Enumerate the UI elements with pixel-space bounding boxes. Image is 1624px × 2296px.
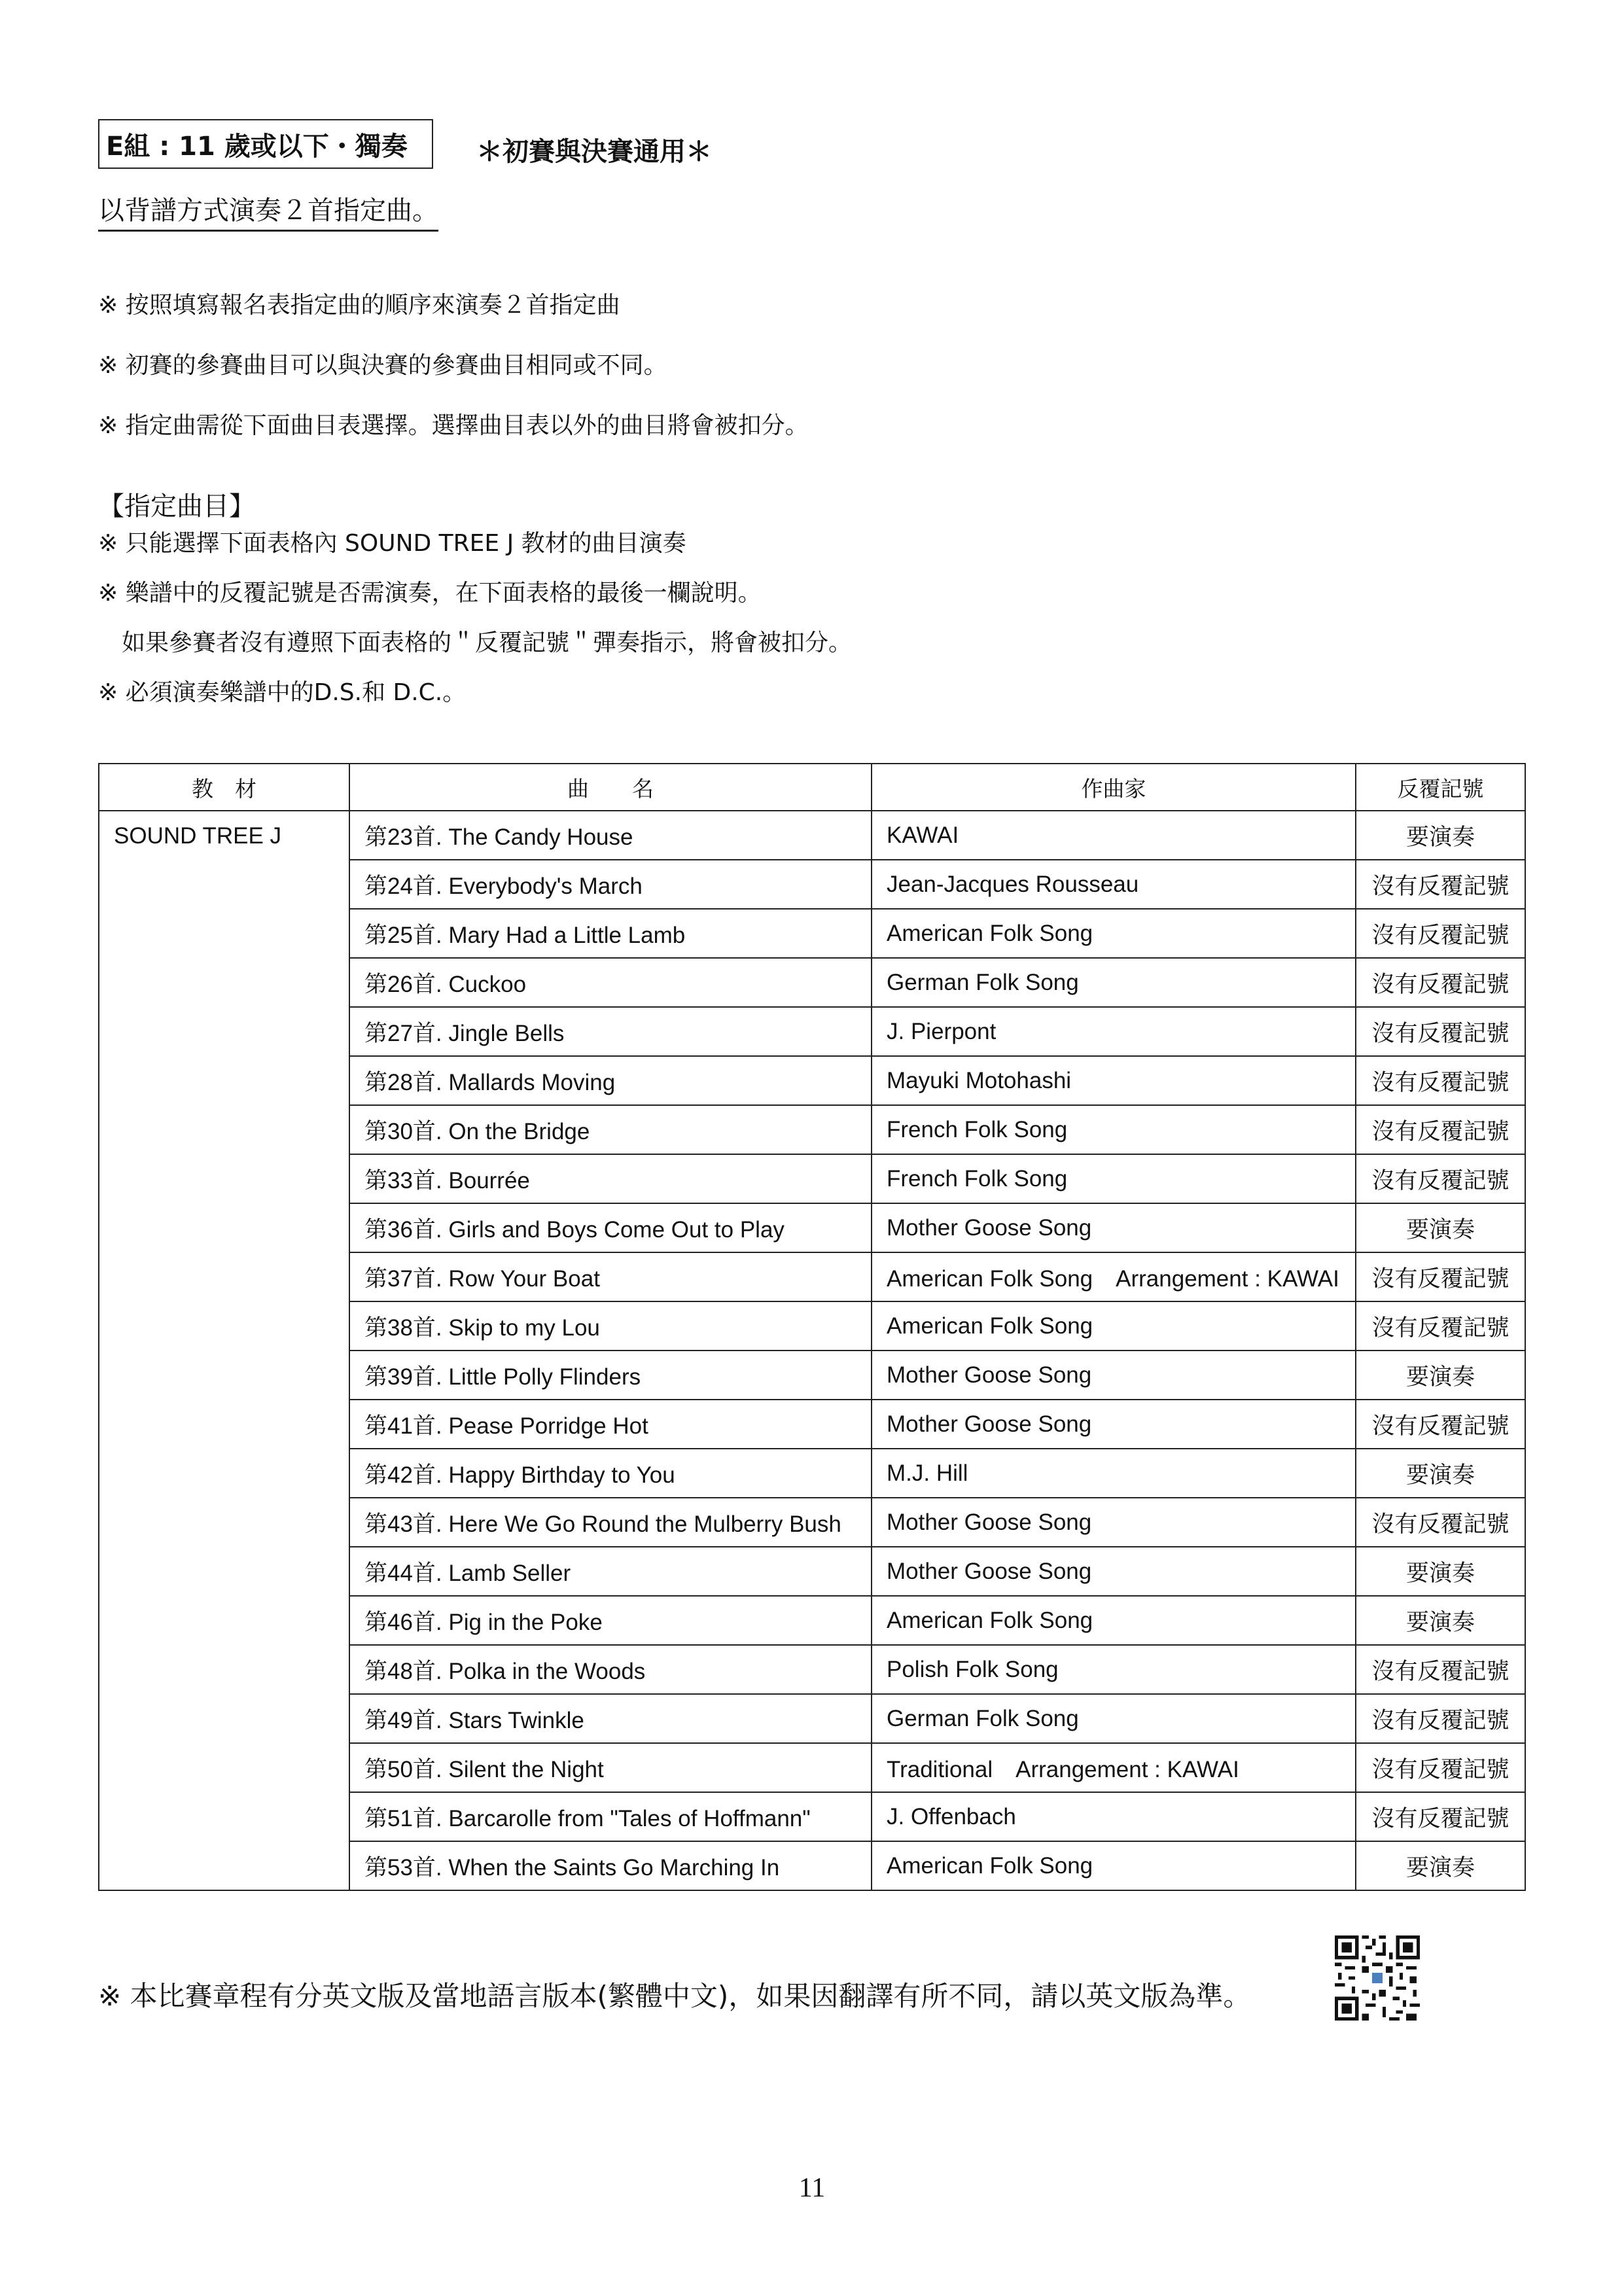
repeat-cell: 沒有反覆記號: [1356, 860, 1525, 909]
composer-cell: American Folk Song: [872, 1841, 1356, 1890]
pieces-table: [98, 763, 1526, 1891]
composer-cell: American Folk Song: [872, 909, 1356, 958]
table-header-row: [99, 764, 1525, 811]
title-cell: 第43首. Here We Go Round the Mulberry Bush: [349, 1498, 872, 1547]
title-cell: 第53首. When the Saints Go Marching In: [349, 1841, 872, 1890]
header-title: 曲 名: [349, 764, 872, 811]
title-cell: 第44首. Lamb Seller: [349, 1547, 872, 1596]
repeat-cell: 要演奏: [1356, 811, 1525, 860]
title-cell: 第36首. Girls and Boys Come Out to Play: [349, 1203, 872, 1252]
composer-cell: French Folk Song: [872, 1105, 1356, 1154]
title-cell: 第30首. On the Bridge: [349, 1105, 872, 1154]
designated-line-repeat: ※ 樂譜中的反覆記號是否需演奏，在下面表格的最後一欄說明。: [98, 580, 762, 607]
header-composer: 作曲家: [872, 764, 1356, 811]
composer-cell: French Folk Song: [872, 1154, 1356, 1203]
composer-cell: Mother Goose Song: [872, 1400, 1356, 1449]
note-same-or-different: ※ 初賽的參賽曲目可以與決賽的參賽曲目相同或不同。: [98, 352, 667, 379]
designated-title: 【指定曲目】: [98, 491, 255, 521]
title-cell: 第23首. The Candy House: [349, 811, 872, 860]
title-cell: 第46首. Pig in the Poke: [349, 1596, 872, 1645]
repeat-cell: 要演奏: [1356, 1596, 1525, 1645]
qr-code-icon: [1335, 1935, 1420, 2021]
repeat-cell: 沒有反覆記號: [1356, 1301, 1525, 1351]
title-cell: 第27首. Jingle Bells: [349, 1007, 872, 1056]
repeat-cell: 要演奏: [1356, 1203, 1525, 1252]
composer-cell: KAWAI: [872, 811, 1356, 860]
title-cell: 第42首. Happy Birthday to You: [349, 1449, 872, 1498]
title-cell: 第37首. Row Your Boat: [349, 1252, 872, 1301]
title-cell: 第39首. Little Polly Flinders: [349, 1351, 872, 1400]
designated-line-penalty: 如果參賽者沒有遵照下面表格的＂反覆記號＂彈奏指示，將會被扣分。: [98, 629, 853, 656]
composer-cell: Mother Goose Song: [872, 1547, 1356, 1596]
repeat-cell: 沒有反覆記號: [1356, 1743, 1525, 1792]
title-cell: 第48首. Polka in the Woods: [349, 1645, 872, 1694]
repeat-cell: 沒有反覆記號: [1356, 1792, 1525, 1841]
title-cell: 第49首. Stars Twinkle: [349, 1694, 872, 1743]
repeat-cell: 沒有反覆記號: [1356, 958, 1525, 1007]
composer-cell: J. Pierpont: [872, 1007, 1356, 1056]
repeat-cell: 沒有反覆記號: [1356, 1154, 1525, 1203]
designated-line-material: ※ 只能選擇下面表格內 SOUND TREE J 教材的曲目演奏: [98, 530, 686, 557]
title-cell: 第28首. Mallards Moving: [349, 1056, 872, 1105]
title-cell: 第41首. Pease Porridge Hot: [349, 1400, 872, 1449]
title-cell: 第26首. Cuckoo: [349, 958, 872, 1007]
group-title: E組 : 11 歲或以下・獨奏: [98, 119, 433, 169]
repeat-cell: 沒有反覆記號: [1356, 909, 1525, 958]
repeat-cell: 沒有反覆記號: [1356, 1105, 1525, 1154]
repeat-cell: 要演奏: [1356, 1351, 1525, 1400]
table-body: [99, 811, 1525, 1890]
footer-note: ※ 本比賽章程有分英文版及當地語言版本(繁體中文)，如果因翻譯有所不同，請以英文版為準。: [98, 1980, 1251, 2012]
composer-cell: Mother Goose Song: [872, 1351, 1356, 1400]
composer-cell: Jean-Jacques Rousseau: [872, 860, 1356, 909]
repeat-cell: 要演奏: [1356, 1841, 1525, 1890]
subtitle: 以背譜方式演奏２首指定曲。: [98, 190, 438, 232]
repeat-cell: 沒有反覆記號: [1356, 1007, 1525, 1056]
repeat-cell: 沒有反覆記號: [1356, 1252, 1525, 1301]
designated-line-ds-dc: ※ 必須演奏樂譜中的D.S.和 D.C.。: [98, 679, 467, 706]
repeat-cell: 沒有反覆記號: [1356, 1498, 1525, 1547]
title-cell: 第24首. Everybody's March: [349, 860, 872, 909]
composer-cell: American Folk Song: [872, 1301, 1356, 1351]
title-cell: 第25首. Mary Had a Little Lamb: [349, 909, 872, 958]
repeat-cell: 沒有反覆記號: [1356, 1056, 1525, 1105]
title-cell: 第38首. Skip to my Lou: [349, 1301, 872, 1351]
composer-cell: Polish Folk Song: [872, 1645, 1356, 1694]
header-repeat: 反覆記號: [1356, 764, 1525, 811]
composer-cell: German Folk Song: [872, 1694, 1356, 1743]
composer-cell: American Folk Song Arrangement : KAWAI: [872, 1252, 1356, 1301]
composer-cell: Mayuki Motohashi: [872, 1056, 1356, 1105]
header-material: 教 材: [99, 764, 349, 811]
composer-cell: J. Offenbach: [872, 1792, 1356, 1841]
note-order: ※ 按照填寫報名表指定曲的順序來演奏２首指定曲: [98, 292, 620, 319]
note-choose-from-list: ※ 指定曲需從下面曲目表選擇。選擇曲目表以外的曲目將會被扣分。: [98, 412, 809, 439]
composer-cell: M.J. Hill: [872, 1449, 1356, 1498]
title-cell: 第50首. Silent the Night: [349, 1743, 872, 1792]
repeat-cell: 要演奏: [1356, 1449, 1525, 1498]
table-row: [99, 811, 1525, 860]
composer-cell: Traditional Arrangement : KAWAI: [872, 1743, 1356, 1792]
composer-cell: Mother Goose Song: [872, 1498, 1356, 1547]
composer-cell: German Folk Song: [872, 958, 1356, 1007]
page-number: 11: [798, 2173, 826, 2203]
common-note: ＊初賽與決賽通用＊: [476, 137, 712, 167]
material-cell: SOUND TREE J: [99, 811, 349, 1890]
repeat-cell: 沒有反覆記號: [1356, 1645, 1525, 1694]
repeat-cell: 沒有反覆記號: [1356, 1400, 1525, 1449]
composer-cell: American Folk Song: [872, 1596, 1356, 1645]
title-cell: 第51首. Barcarolle from "Tales of Hoffmann": [349, 1792, 872, 1841]
title-cell: 第33首. Bourrée: [349, 1154, 872, 1203]
repeat-cell: 沒有反覆記號: [1356, 1694, 1525, 1743]
composer-cell: Mother Goose Song: [872, 1203, 1356, 1252]
repeat-cell: 要演奏: [1356, 1547, 1525, 1596]
